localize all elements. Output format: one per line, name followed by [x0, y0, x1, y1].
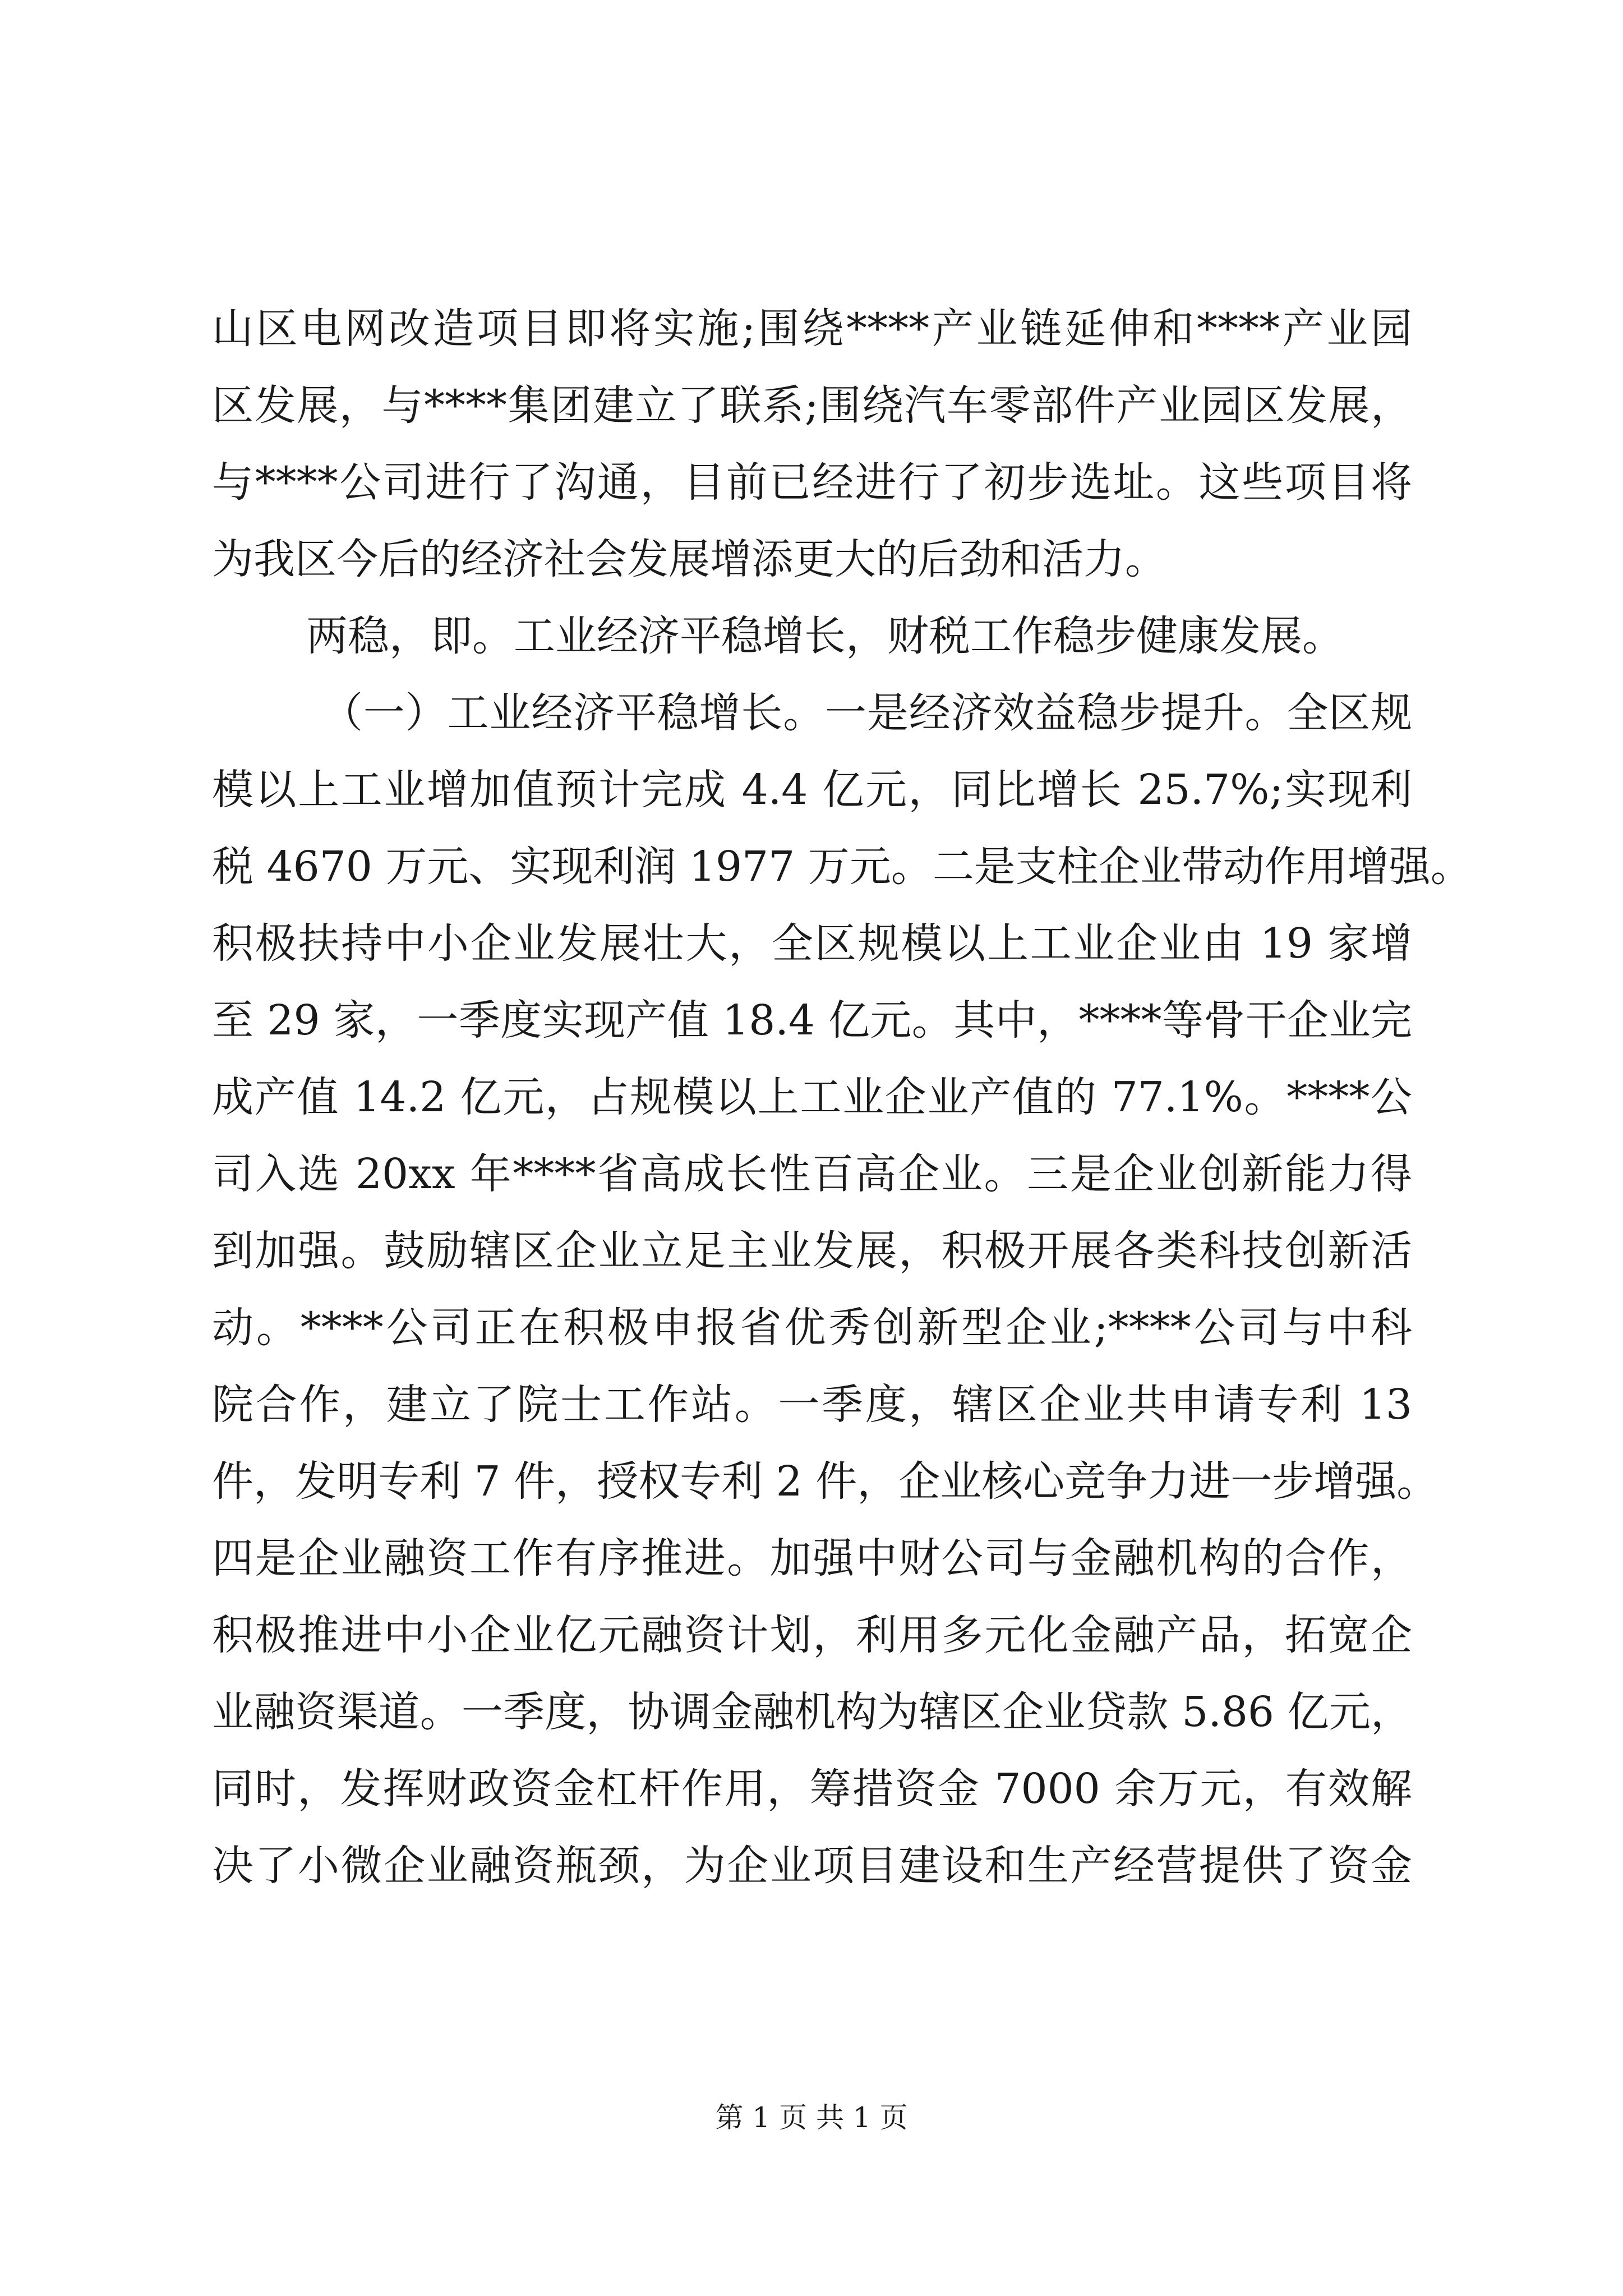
text-line: 动。****公司正在积极申报省优秀创新型企业;****公司与中科	[212, 1304, 1412, 1352]
text-line: 区发展，与****集团建立了联系;围绕汽车零部件产业园区发展，	[212, 381, 1412, 430]
text-line: 司入选 20xx 年****省高成长性百高企业。三是企业创新能力得	[212, 1150, 1412, 1198]
paragraph-heading-line: 两稳，即。工业经济平稳增长，财税工作稳步健康发展。	[306, 612, 1344, 660]
text-line: 同时，发挥财政资金杠杆作用，筹措资金 7000 余万元，有效解	[212, 1765, 1412, 1813]
page-number-footer: 第 1 页 共 1 页	[715, 2101, 908, 2134]
text-line: 税 4670 万元、实现利润 1977 万元。二是支柱企业带动作用增强。	[212, 843, 1472, 891]
text-line: 与****公司进行了沟通，目前已经进行了初步选址。这些项目将	[212, 458, 1412, 507]
text-line: 为我区今后的经济社会发展增添更大的后劲和活力。	[212, 535, 1166, 583]
text-line: 山区电网改造项目即将实施;围绕****产业链延伸和****产业园	[212, 305, 1412, 353]
text-line: 四是企业融资工作有序推进。加强中财公司与金融机构的合作，	[212, 1534, 1412, 1582]
document-body	[212, 291, 1472, 1904]
text-line: 至 29 家，一季度实现产值 18.4 亿元。其中，****等骨干企业完	[212, 996, 1412, 1045]
text-line: 件，发明专利 7 件，授权专利 2 件，企业核心竞争力进一步增强。	[212, 1457, 1438, 1506]
text-line: 模以上工业增加值预计完成 4.4 亿元，同比增长 25.7%;实现利	[212, 766, 1412, 814]
text-line: 到加强。鼓励辖区企业立足主业发展，积极开展各类科技创新活	[212, 1227, 1412, 1275]
section-heading-line: （一）工业经济平稳增长。一是经济效益稳步提升。全区规	[321, 689, 1412, 737]
text-line: 业融资渠道。一季度，协调金融机构为辖区企业贷款 5.86 亿元，	[212, 1688, 1412, 1736]
text-line: 成产值 14.2 亿元，占规模以上工业企业产值的 77.1%。****公	[212, 1073, 1412, 1121]
text-line: 决了小微企业融资瓶颈，为企业项目建设和生产经营提供了资金	[212, 1842, 1412, 1890]
text-line: 院合作，建立了院士工作站。一季度，辖区企业共申请专利 13	[212, 1381, 1412, 1429]
text-line: 积极扶持中小企业发展壮大，全区规模以上工业企业由 19 家增	[212, 919, 1412, 968]
text-line: 积极推进中小企业亿元融资计划，利用多元化金融产品，拓宽企	[212, 1611, 1412, 1659]
